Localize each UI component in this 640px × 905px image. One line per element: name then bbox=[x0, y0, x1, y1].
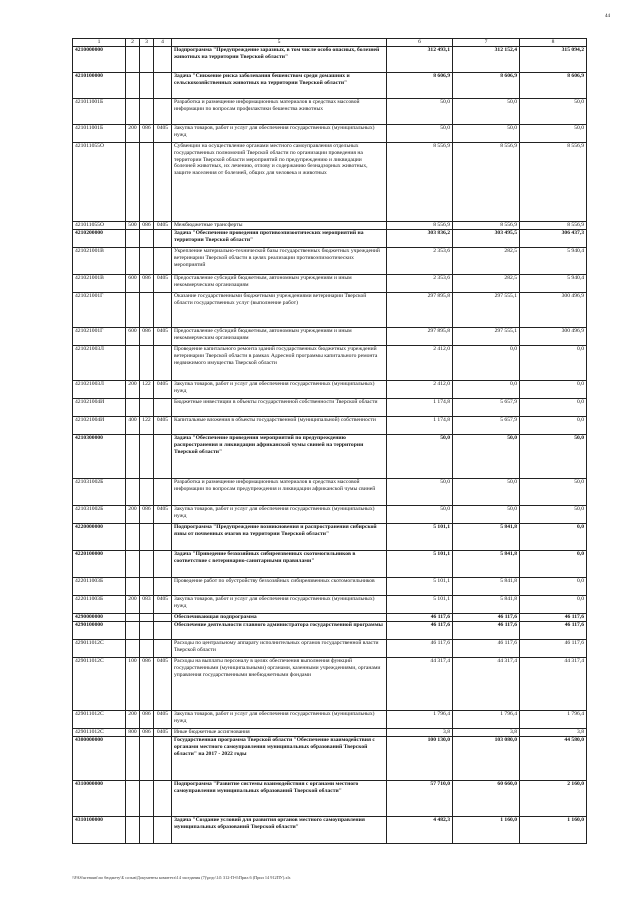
cell-target-code: 4210000000 bbox=[73, 47, 126, 73]
cell-amount-year1: 1 174,8 bbox=[387, 417, 453, 435]
cell-amount-year1: 50,0 bbox=[387, 506, 453, 524]
cell-name: Оказание государственными бюджетными учреждениями ветеринарии Тверской области государственных услуг (выполнение работ) bbox=[172, 293, 387, 328]
table-row bbox=[73, 143, 587, 222]
cell-amount-year1: 8 606,9 bbox=[387, 73, 453, 99]
cell-target-code: 4210200000 bbox=[73, 230, 126, 248]
cell-admin-code bbox=[140, 737, 154, 781]
cell-amount-year1: 50,0 bbox=[387, 99, 453, 125]
header-cell: 1 bbox=[73, 39, 126, 47]
cell-amount-year3: 300 496,9 bbox=[520, 328, 587, 346]
cell-expense-type: 200 bbox=[126, 381, 140, 399]
cell-amount-year3: 50,0 bbox=[520, 435, 587, 479]
cell-amount-year2: 50,0 bbox=[453, 479, 520, 506]
cell-amount-year1: 2 353,6 bbox=[387, 275, 453, 293]
cell-admin-code: 086 bbox=[140, 729, 154, 737]
cell-amount-year3: 50,0 bbox=[520, 479, 587, 506]
cell-name: Расходы на выплаты персоналу в целях обеспечения выполнения функций государственными (муниципальными) органами, казенными учреждениями, органами управления государственными внебюджетными фондами bbox=[172, 658, 387, 711]
cell-admin-code: 083 bbox=[140, 596, 154, 614]
cell-section-code bbox=[154, 640, 172, 658]
cell-section-code bbox=[154, 817, 172, 844]
table-row bbox=[73, 551, 587, 578]
cell-admin-code bbox=[140, 248, 154, 275]
table-row bbox=[73, 125, 587, 143]
cell-amount-year1: 4 482,3 bbox=[387, 817, 453, 844]
cell-section-code bbox=[154, 614, 172, 622]
cell-name: Проведение работ по обустройству безхозяйных сибиреязвенных скотомогильников bbox=[172, 578, 387, 596]
cell-target-code: 429011012С bbox=[73, 640, 126, 658]
cell-amount-year1: 5 101,1 bbox=[387, 578, 453, 596]
cell-expense-type: 100 bbox=[126, 658, 140, 711]
cell-section-code bbox=[154, 737, 172, 781]
header-cell: 4 bbox=[154, 39, 172, 47]
cell-amount-year1: 297 895,8 bbox=[387, 328, 453, 346]
table-row bbox=[73, 658, 587, 711]
table-body bbox=[73, 39, 587, 844]
cell-expense-type bbox=[126, 524, 140, 551]
cell-target-code: 421011001Б bbox=[73, 125, 126, 143]
cell-expense-type: 200 bbox=[126, 506, 140, 524]
cell-name: Государственная программа Тверской области "Обеспечение взаимодействия с органами местного самоуправления муниципальных образований Тверской области" на 2017 - 2022 годы bbox=[172, 737, 387, 781]
header-cell: 6 bbox=[387, 39, 453, 47]
cell-section-code bbox=[154, 143, 172, 222]
cell-name: Бюджетные инвестиции в объекты государственной собственности Тверской области bbox=[172, 399, 387, 417]
header-cell: 5 bbox=[172, 39, 387, 47]
cell-admin-code bbox=[140, 640, 154, 658]
cell-expense-type: 200 bbox=[126, 596, 140, 614]
table-row bbox=[73, 47, 587, 73]
cell-target-code: 421021004И bbox=[73, 399, 126, 417]
cell-amount-year1: 5 101,1 bbox=[387, 551, 453, 578]
cell-amount-year2: 297 555,1 bbox=[453, 293, 520, 328]
table-row bbox=[73, 417, 587, 435]
cell-amount-year3: 3,8 bbox=[520, 729, 587, 737]
cell-amount-year1: 46 117,6 bbox=[387, 614, 453, 622]
cell-name: Закупка товаров, работ и услуг для обеспечения государственных (муниципальных) нужд bbox=[172, 506, 387, 524]
cell-amount-year1: 44 317,4 bbox=[387, 658, 453, 711]
cell-target-code: 421011001Б bbox=[73, 99, 126, 125]
table-row bbox=[73, 222, 587, 230]
table-row bbox=[73, 99, 587, 125]
cell-expense-type bbox=[126, 99, 140, 125]
cell-amount-year3: 0,0 bbox=[520, 596, 587, 614]
cell-amount-year3: 306 437,3 bbox=[520, 230, 587, 248]
cell-expense-type: 200 bbox=[126, 711, 140, 729]
cell-expense-type bbox=[126, 578, 140, 596]
cell-name: Предоставление субсидий бюджетным, автономным учреждениям и иным некоммерческим организациям bbox=[172, 328, 387, 346]
table-row bbox=[73, 729, 587, 737]
cell-amount-year2: 5 657,9 bbox=[453, 417, 520, 435]
cell-admin-code bbox=[140, 622, 154, 640]
cell-section-code: 0405 bbox=[154, 506, 172, 524]
cell-amount-year1: 297 895,8 bbox=[387, 293, 453, 328]
cell-expense-type bbox=[126, 622, 140, 640]
cell-section-code bbox=[154, 399, 172, 417]
cell-name: Иные бюджетные ассигнования bbox=[172, 729, 387, 737]
cell-admin-code bbox=[140, 47, 154, 73]
cell-amount-year1: 100 130,0 bbox=[387, 737, 453, 781]
cell-section-code bbox=[154, 781, 172, 817]
cell-admin-code: 086 bbox=[140, 711, 154, 729]
table-row bbox=[73, 73, 587, 99]
cell-target-code: 421021004И bbox=[73, 417, 126, 435]
cell-name: Подпрограмма "Предупреждение заразных, в том числе особо опасных, болезней животных на территории Тверской области" bbox=[172, 47, 387, 73]
cell-admin-code: 086 bbox=[140, 658, 154, 711]
table-row bbox=[73, 711, 587, 729]
cell-amount-year3: 50,0 bbox=[520, 99, 587, 125]
file-path-footer: \\FAS\uremunt\по бюджету\Б созыв\Документы комитета\14 заседания (7)\ргдс\14\ 312-П-6\Прил.6 (Прил 14 912ПУ).xls bbox=[72, 875, 291, 880]
cell-section-code bbox=[154, 248, 172, 275]
cell-amount-year1: 57 710,0 bbox=[387, 781, 453, 817]
cell-amount-year3: 0,0 bbox=[520, 578, 587, 596]
cell-amount-year2: 50,0 bbox=[453, 125, 520, 143]
cell-section-code: 0405 bbox=[154, 729, 172, 737]
cell-target-code: 421021001В bbox=[73, 275, 126, 293]
table-row bbox=[73, 328, 587, 346]
cell-target-code: 421021003Л bbox=[73, 346, 126, 381]
cell-amount-year2: 44 317,4 bbox=[453, 658, 520, 711]
cell-amount-year1: 50,0 bbox=[387, 435, 453, 479]
cell-admin-code: 122 bbox=[140, 417, 154, 435]
cell-admin-code bbox=[140, 73, 154, 99]
cell-section-code bbox=[154, 73, 172, 99]
cell-name: Обеспечивающая подпрограмма bbox=[172, 614, 387, 622]
cell-name: Задача "Создание условий для развития органов местного самоуправления муниципальных образований Тверской области" bbox=[172, 817, 387, 844]
cell-expense-type bbox=[126, 248, 140, 275]
cell-amount-year3: 0,0 bbox=[520, 551, 587, 578]
cell-target-code: 421011055О bbox=[73, 222, 126, 230]
cell-target-code: 4290000000 bbox=[73, 614, 126, 622]
cell-amount-year2: 3,8 bbox=[453, 729, 520, 737]
cell-name: Закупка товаров, работ и услуг для обеспечения государственных (муниципальных) нужд bbox=[172, 381, 387, 399]
cell-admin-code bbox=[140, 293, 154, 328]
cell-amount-year2: 5 841,8 bbox=[453, 551, 520, 578]
cell-section-code: 0405 bbox=[154, 658, 172, 711]
cell-expense-type bbox=[126, 781, 140, 817]
cell-amount-year1: 50,0 bbox=[387, 125, 453, 143]
table-row bbox=[73, 578, 587, 596]
cell-expense-type bbox=[126, 47, 140, 73]
table-row bbox=[73, 640, 587, 658]
cell-amount-year2: 297 555,1 bbox=[453, 328, 520, 346]
table-row bbox=[73, 435, 587, 479]
cell-amount-year3: 0,0 bbox=[520, 381, 587, 399]
cell-amount-year3: 8 606,9 bbox=[520, 73, 587, 99]
cell-amount-year3: 0,0 bbox=[520, 399, 587, 417]
cell-amount-year2: 60 660,0 bbox=[453, 781, 520, 817]
table-row bbox=[73, 817, 587, 844]
table-row bbox=[73, 275, 587, 293]
cell-admin-code bbox=[140, 781, 154, 817]
cell-target-code: 429011012С bbox=[73, 711, 126, 729]
cell-amount-year1: 303 836,2 bbox=[387, 230, 453, 248]
cell-target-code: 4310000000 bbox=[73, 781, 126, 817]
cell-admin-code bbox=[140, 578, 154, 596]
cell-expense-type bbox=[126, 399, 140, 417]
cell-section-code bbox=[154, 293, 172, 328]
cell-amount-year1: 5 101,1 bbox=[387, 596, 453, 614]
cell-amount-year1: 2 353,6 bbox=[387, 248, 453, 275]
table-row bbox=[73, 781, 587, 817]
cell-amount-year3: 0,0 bbox=[520, 524, 587, 551]
cell-amount-year3: 5 940,4 bbox=[520, 275, 587, 293]
cell-expense-type: 500 bbox=[126, 222, 140, 230]
cell-target-code: 4220000000 bbox=[73, 524, 126, 551]
table-row bbox=[73, 381, 587, 399]
cell-target-code: 421021001Г bbox=[73, 328, 126, 346]
cell-admin-code bbox=[140, 614, 154, 622]
header-cell: 2 bbox=[126, 39, 140, 47]
cell-amount-year2: 46 117,6 bbox=[453, 614, 520, 622]
cell-name: Субвенции на осуществление органами местного самоуправления отдельных государственных полномочий Тверской области по организации проведения на территории Тверской области мероприятий по предупреждению и ликвидации болезней животных, их лечению, отлову и содержанию безнадзорных животных, защите населения от болезней, общих для человека и животных bbox=[172, 143, 387, 222]
cell-expense-type bbox=[126, 737, 140, 781]
cell-amount-year1: 5 101,1 bbox=[387, 524, 453, 551]
cell-amount-year2: 1 160,0 bbox=[453, 817, 520, 844]
cell-amount-year3: 0,0 bbox=[520, 346, 587, 381]
cell-name: Задача "Обеспечение проведения мероприятий по предупреждению распространения и ликвидации африканской чумы свиней на территории Тверской области" bbox=[172, 435, 387, 479]
cell-amount-year3: 44 580,0 bbox=[520, 737, 587, 781]
cell-admin-code bbox=[140, 479, 154, 506]
cell-amount-year3: 8 556,9 bbox=[520, 222, 587, 230]
cell-admin-code: 086 bbox=[140, 222, 154, 230]
cell-target-code: 422011003Б bbox=[73, 596, 126, 614]
cell-target-code: 4220100000 bbox=[73, 551, 126, 578]
cell-section-code bbox=[154, 479, 172, 506]
header-cell: 8 bbox=[520, 39, 587, 47]
cell-section-code bbox=[154, 578, 172, 596]
cell-section-code bbox=[154, 524, 172, 551]
cell-section-code bbox=[154, 230, 172, 248]
cell-section-code bbox=[154, 99, 172, 125]
cell-amount-year2: 282,5 bbox=[453, 275, 520, 293]
cell-admin-code bbox=[140, 551, 154, 578]
cell-name: Межбюджетные трансферты bbox=[172, 222, 387, 230]
cell-target-code: 4210100000 bbox=[73, 73, 126, 99]
cell-amount-year3: 46 117,6 bbox=[520, 622, 587, 640]
cell-admin-code: 086 bbox=[140, 125, 154, 143]
cell-section-code bbox=[154, 551, 172, 578]
header-cell: 3 bbox=[140, 39, 154, 47]
cell-amount-year2: 8 556,9 bbox=[453, 222, 520, 230]
table-row bbox=[73, 622, 587, 640]
cell-amount-year1: 2 412,0 bbox=[387, 381, 453, 399]
cell-name: Закупка товаров, работ и услуг для обеспечения государственных (муниципальных) нужд bbox=[172, 125, 387, 143]
table-row bbox=[73, 506, 587, 524]
cell-amount-year2: 50,0 bbox=[453, 506, 520, 524]
cell-admin-code bbox=[140, 143, 154, 222]
cell-amount-year3: 0,0 bbox=[520, 417, 587, 435]
cell-expense-type bbox=[126, 817, 140, 844]
cell-amount-year2: 0,0 bbox=[453, 346, 520, 381]
cell-name: Задача "Обеспечение проведения противоэпизоотических мероприятий на территории Тверской области" bbox=[172, 230, 387, 248]
table-header-row bbox=[73, 39, 587, 47]
cell-section-code: 0405 bbox=[154, 417, 172, 435]
cell-amount-year2: 50,0 bbox=[453, 99, 520, 125]
cell-expense-type: 600 bbox=[126, 328, 140, 346]
cell-admin-code bbox=[140, 435, 154, 479]
cell-name: Задача "Снижение риска заболевания бешенством среди домашних и сельскохозяйственных животных на территории Тверской области" bbox=[172, 73, 387, 99]
cell-amount-year3: 300 496,9 bbox=[520, 293, 587, 328]
cell-amount-year2: 8 556,9 bbox=[453, 143, 520, 222]
cell-name: Подпрограмма "Предупреждение возникновения и распространения сибирской язвы от почвенных очагов на территории Тверской области" bbox=[172, 524, 387, 551]
cell-section-code: 0405 bbox=[154, 328, 172, 346]
cell-name: Капитальные вложения в объекты государственной (муниципальной) собственности bbox=[172, 417, 387, 435]
cell-target-code: 4300000000 bbox=[73, 737, 126, 781]
cell-section-code: 0405 bbox=[154, 275, 172, 293]
table-row bbox=[73, 479, 587, 506]
cell-section-code: 0405 bbox=[154, 711, 172, 729]
cell-target-code: 421021001Г bbox=[73, 293, 126, 328]
cell-target-code: 4290100000 bbox=[73, 622, 126, 640]
cell-target-code: 421021003Л bbox=[73, 381, 126, 399]
table-row bbox=[73, 293, 587, 328]
cell-admin-code bbox=[140, 399, 154, 417]
cell-section-code: 0405 bbox=[154, 596, 172, 614]
cell-expense-type bbox=[126, 435, 140, 479]
table-row bbox=[73, 230, 587, 248]
cell-expense-type bbox=[126, 73, 140, 99]
cell-amount-year2: 282,5 bbox=[453, 248, 520, 275]
cell-expense-type bbox=[126, 346, 140, 381]
cell-admin-code bbox=[140, 230, 154, 248]
cell-amount-year2: 46 117,6 bbox=[453, 622, 520, 640]
cell-amount-year2: 1 796,4 bbox=[453, 711, 520, 729]
table-row bbox=[73, 524, 587, 551]
cell-expense-type bbox=[126, 230, 140, 248]
cell-expense-type bbox=[126, 614, 140, 622]
cell-target-code: 4210300000 bbox=[73, 435, 126, 479]
cell-expense-type bbox=[126, 551, 140, 578]
cell-amount-year1: 46 117,6 bbox=[387, 640, 453, 658]
cell-amount-year1: 3,8 bbox=[387, 729, 453, 737]
cell-admin-code: 122 bbox=[140, 381, 154, 399]
cell-expense-type bbox=[126, 143, 140, 222]
cell-name: Закупка товаров, работ и услуг для обеспечения государственных (муниципальных) нужд bbox=[172, 596, 387, 614]
cell-name: Укрепление материально-технической базы государственных бюджетных учреждений ветеринарии Тверской области в целях реализации противоэпизоотических мероприятий bbox=[172, 248, 387, 275]
cell-name: Закупка товаров, работ и услуг для обеспечения государственных (муниципальных) нужд bbox=[172, 711, 387, 729]
cell-name: Проведение капитального ремонта зданий государственных бюджетных учреждений ветеринарии Тверской области в рамках Адресной программы капитального ремонта недвижимого имущества Тверской области bbox=[172, 346, 387, 381]
cell-name: Обеспечение деятельности главного администратора государственной программы bbox=[172, 622, 387, 640]
cell-amount-year3: 2 160,0 bbox=[520, 781, 587, 817]
cell-section-code: 0405 bbox=[154, 125, 172, 143]
cell-target-code: 429011012С bbox=[73, 729, 126, 737]
cell-amount-year2: 0,0 bbox=[453, 381, 520, 399]
table-row bbox=[73, 614, 587, 622]
table-row bbox=[73, 346, 587, 381]
cell-target-code: 421021001В bbox=[73, 248, 126, 275]
table-row bbox=[73, 596, 587, 614]
table-row bbox=[73, 399, 587, 417]
cell-admin-code: 086 bbox=[140, 506, 154, 524]
cell-admin-code bbox=[140, 817, 154, 844]
cell-name: Задача "Приведение безхозяйных сибиреязвенных скотомогильников в соответствие с ветеринарно-санитарными правилами" bbox=[172, 551, 387, 578]
budget-table bbox=[72, 38, 587, 844]
cell-expense-type bbox=[126, 479, 140, 506]
cell-section-code bbox=[154, 346, 172, 381]
cell-expense-type: 800 bbox=[126, 729, 140, 737]
cell-amount-year2: 5 841,8 bbox=[453, 578, 520, 596]
cell-amount-year3: 5 940,4 bbox=[520, 248, 587, 275]
cell-admin-code: 086 bbox=[140, 275, 154, 293]
cell-amount-year1: 46 117,6 bbox=[387, 622, 453, 640]
cell-amount-year3: 46 117,6 bbox=[520, 640, 587, 658]
cell-section-code bbox=[154, 622, 172, 640]
cell-amount-year2: 5 657,9 bbox=[453, 399, 520, 417]
page-number: 44 bbox=[605, 14, 610, 19]
cell-expense-type: 400 bbox=[126, 417, 140, 435]
cell-amount-year3: 1 160,0 bbox=[520, 817, 587, 844]
cell-amount-year2: 46 117,6 bbox=[453, 640, 520, 658]
cell-amount-year3: 46 117,6 bbox=[520, 614, 587, 622]
cell-amount-year3: 8 556,9 bbox=[520, 143, 587, 222]
table-row bbox=[73, 737, 587, 781]
cell-expense-type: 200 bbox=[126, 125, 140, 143]
cell-amount-year3: 50,0 bbox=[520, 506, 587, 524]
cell-target-code: 429011012С bbox=[73, 658, 126, 711]
cell-target-code: 422011003Б bbox=[73, 578, 126, 596]
cell-amount-year2: 303 495,5 bbox=[453, 230, 520, 248]
cell-amount-year2: 8 606,9 bbox=[453, 73, 520, 99]
cell-admin-code: 086 bbox=[140, 328, 154, 346]
cell-target-code: 421011055О bbox=[73, 143, 126, 222]
cell-expense-type bbox=[126, 293, 140, 328]
cell-name: Подпрограмма "Развитие системы взаимодействия с органами местного самоуправления муниципальных образований Тверской области" bbox=[172, 781, 387, 817]
cell-amount-year3: 315 094,2 bbox=[520, 47, 587, 73]
cell-expense-type bbox=[126, 640, 140, 658]
cell-amount-year1: 8 556,9 bbox=[387, 143, 453, 222]
cell-amount-year2: 50,0 bbox=[453, 435, 520, 479]
cell-amount-year1: 1 796,4 bbox=[387, 711, 453, 729]
cell-amount-year3: 1 796,4 bbox=[520, 711, 587, 729]
cell-section-code: 0405 bbox=[154, 222, 172, 230]
cell-section-code bbox=[154, 47, 172, 73]
cell-amount-year2: 5 841,8 bbox=[453, 524, 520, 551]
cell-name: Предоставление субсидий бюджетным, автономным учреждениям и иным некоммерческим организациям bbox=[172, 275, 387, 293]
cell-name: Разработка и размещение информационных материалов в средствах массовой информации по вопросам предупреждения и ликвидации африканской чумы свиней bbox=[172, 479, 387, 506]
cell-amount-year1: 8 556,9 bbox=[387, 222, 453, 230]
cell-section-code bbox=[154, 435, 172, 479]
cell-amount-year3: 50,0 bbox=[520, 125, 587, 143]
cell-target-code: 421031002Б bbox=[73, 506, 126, 524]
cell-amount-year1: 1 174,8 bbox=[387, 399, 453, 417]
cell-admin-code bbox=[140, 346, 154, 381]
cell-amount-year1: 2 412,0 bbox=[387, 346, 453, 381]
cell-amount-year1: 50,0 bbox=[387, 479, 453, 506]
cell-section-code: 0405 bbox=[154, 381, 172, 399]
cell-target-code: 421031002Б bbox=[73, 479, 126, 506]
cell-amount-year2: 5 841,8 bbox=[453, 596, 520, 614]
cell-name: Расходы по центральному аппарату исполнительных органов государственной власти Тверской области bbox=[172, 640, 387, 658]
cell-target-code: 4310100000 bbox=[73, 817, 126, 844]
table-row bbox=[73, 248, 587, 275]
cell-amount-year2: 103 080,0 bbox=[453, 737, 520, 781]
header-cell: 7 bbox=[453, 39, 520, 47]
cell-amount-year1: 312 493,1 bbox=[387, 47, 453, 73]
cell-expense-type: 600 bbox=[126, 275, 140, 293]
cell-name: Разработка и размещение информационных материалов в средствах массовой информации по вопросам профилактики бешенства животных bbox=[172, 99, 387, 125]
cell-amount-year2: 312 152,4 bbox=[453, 47, 520, 73]
cell-admin-code bbox=[140, 524, 154, 551]
cell-amount-year3: 44 317,4 bbox=[520, 658, 587, 711]
cell-admin-code bbox=[140, 99, 154, 125]
